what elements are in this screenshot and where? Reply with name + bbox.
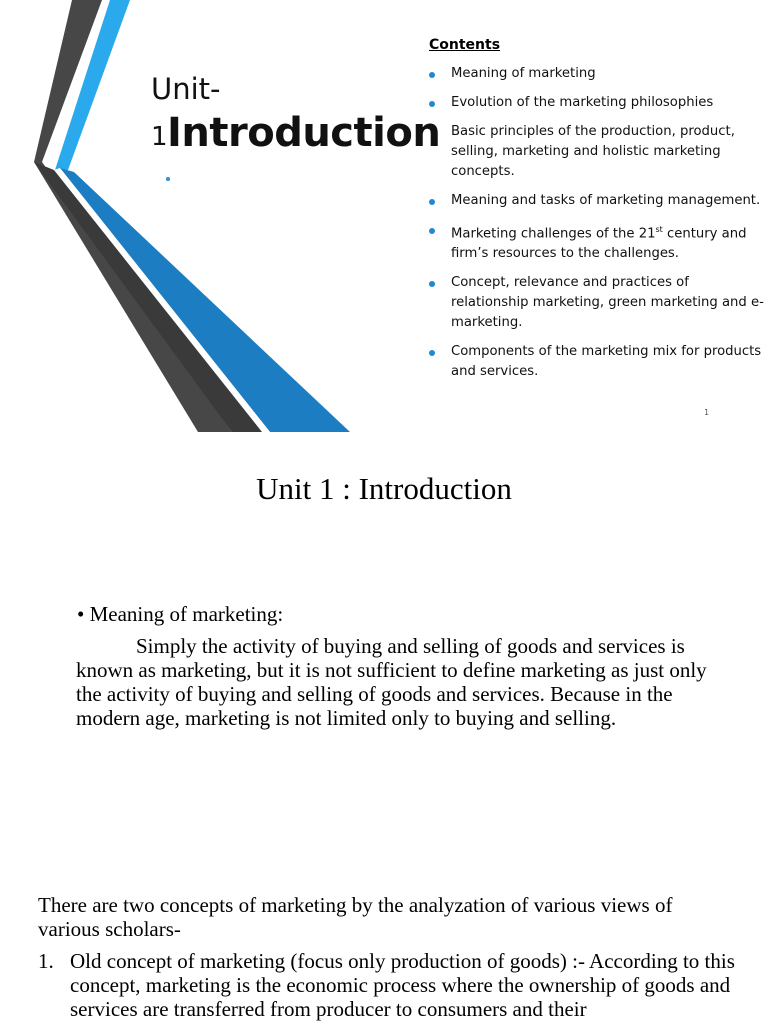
list-item-text: Old concept of marketing (focus only production of goods) :- According to this concept, marketing is the economic process where the ownership of goods and services are transferred from producer to consumers and their xyxy=(70,949,735,1021)
bullet-icon xyxy=(429,228,435,234)
contents-item xyxy=(429,122,764,182)
list-item xyxy=(38,949,753,1021)
bullet-icon xyxy=(429,72,435,78)
contents-item xyxy=(429,220,764,264)
title-unit: Unit- xyxy=(151,72,221,106)
contents-item xyxy=(429,273,764,333)
contents-item-text: Meaning and tasks of marketing management. xyxy=(451,193,761,208)
title-number: 1 xyxy=(151,122,168,152)
contents-list xyxy=(429,64,764,391)
slide-decoration xyxy=(0,0,360,432)
contents-item-text: Evolution of the marketing philosophies xyxy=(451,95,714,110)
meaning-paragraph-text: Simply the activity of buying and selling of goods and services is known as marketing, but it is not sufficient to define marketing as just only the activity of buying and selling of goods and services. Because in the modern age, marketing is not limited only to buying and selling. xyxy=(76,634,707,730)
contents-item-text: Meaning of marketing xyxy=(451,66,596,81)
page-number: 1 xyxy=(704,408,710,417)
meaning-paragraph xyxy=(76,634,726,730)
bullet-icon xyxy=(429,199,435,205)
list-item-number: 1. xyxy=(38,949,54,973)
page-title: Unit 1 : Introduction xyxy=(256,471,512,506)
contents-item xyxy=(429,93,764,113)
contents-item-text: Marketing challenges of the 21 xyxy=(451,226,656,242)
bullet-dot xyxy=(166,177,170,181)
deco-dark-wedge xyxy=(34,162,262,432)
contents-item-text: Concept, relevance and practices of relationship marketing, green marketing and e-marketing. xyxy=(451,275,764,331)
contents-heading: Contents xyxy=(429,37,501,53)
contents-item-text: Components of the marketing mix for products and services. xyxy=(451,344,762,380)
concepts-intro: There are two concepts of marketing by the analyzation of various views of various scholars- xyxy=(38,893,673,941)
superscript: st xyxy=(655,225,663,234)
deco-white-sliver xyxy=(54,168,270,432)
contents-item xyxy=(429,64,764,84)
contents-item xyxy=(429,191,764,211)
bullet-icon xyxy=(429,281,435,287)
contents-item xyxy=(429,342,764,382)
slide-1 xyxy=(0,0,768,432)
slide-title: Introduction xyxy=(167,110,441,156)
bullet-icon xyxy=(429,101,435,107)
contents-item-text-after: century and firm’s resources to the challenges. xyxy=(451,226,747,262)
contents-item-text: Basic principles of the production, product, selling, marketing and holistic marketing concepts. xyxy=(451,124,735,179)
bullet-icon xyxy=(429,350,435,356)
meaning-heading: • Meaning of marketing: xyxy=(77,602,284,626)
